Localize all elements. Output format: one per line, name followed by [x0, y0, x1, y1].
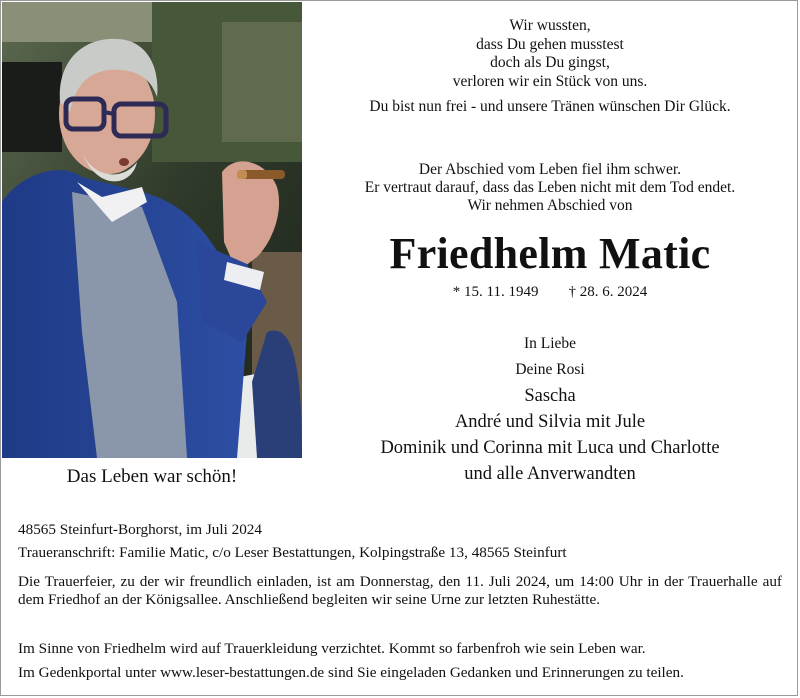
mourners-intro: In Liebe	[523, 335, 577, 352]
life-dates	[302, 284, 798, 301]
intro-line: Der Abschied vom Leben fiel ihm schwer.	[418, 161, 682, 178]
photo-caption: Das Leben war schön!	[66, 466, 238, 487]
poem-line: Wir wussten,	[509, 17, 591, 34]
mourner-line: Sascha	[524, 386, 576, 406]
poem-line: dass Du gehen musstest	[476, 35, 624, 53]
mourner-line: und alle Anverwandten	[464, 464, 636, 484]
mourning-address: Traueranschrift: Familie Matic, c/o Leser Bestattungen, Kolpingstraße 13, 48565 Steinfurt	[18, 544, 567, 561]
deceased-name: Friedhelm Matic	[389, 229, 711, 278]
mourners-list	[302, 331, 798, 487]
death-date: † 28. 6. 2024	[568, 284, 648, 300]
intro-line: Wir nehmen Abschied von	[467, 197, 633, 214]
intro-line: Er vertraut darauf, dass das Leben nicht mit dem Tod endet.	[364, 179, 736, 196]
ceremony-details: Die Trauerfeier, zu der wir freundlich einladen, ist am Donnerstag, den 11. Juli 2024, um 14:00 Uhr in der Trauerhalle auf dem Friedhof an der Königsallee. Anschließend begleiten wir seine Urne zur letzten Ruhestätte.	[18, 573, 782, 608]
mourner-line: André und Silvia mit Jule	[454, 412, 646, 432]
place-and-date: 48565 Steinfurt-Borghorst, im Juli 2024	[18, 521, 262, 538]
mourner-line: Deine Rosi	[515, 361, 585, 378]
poem-line: verloren wir ein Stück von uns.	[452, 72, 648, 90]
poem	[302, 17, 798, 91]
farewell-intro	[302, 161, 798, 215]
mourner-line: Dominik und Corinna mit Luca und Charlotte	[380, 438, 720, 458]
memorial-portal-note: Im Gedenkportal unter www.leser-bestattungen.de sind Sie eingeladen Gedanken und Erinnerungen zu teilen.	[18, 664, 684, 681]
portrait-photo	[2, 2, 302, 458]
poem-line: doch als Du gingst,	[490, 54, 610, 71]
poem-closing-line: Du bist nun frei - und unsere Tränen wünschen Dir Glück.	[369, 98, 731, 115]
dress-code-note: Im Sinne von Friedhelm wird auf Trauerkleidung verzichtet. Kommt so farbenfroh wie sein Leben war.	[18, 640, 646, 657]
birth-date: * 15. 11. 1949	[452, 284, 539, 300]
